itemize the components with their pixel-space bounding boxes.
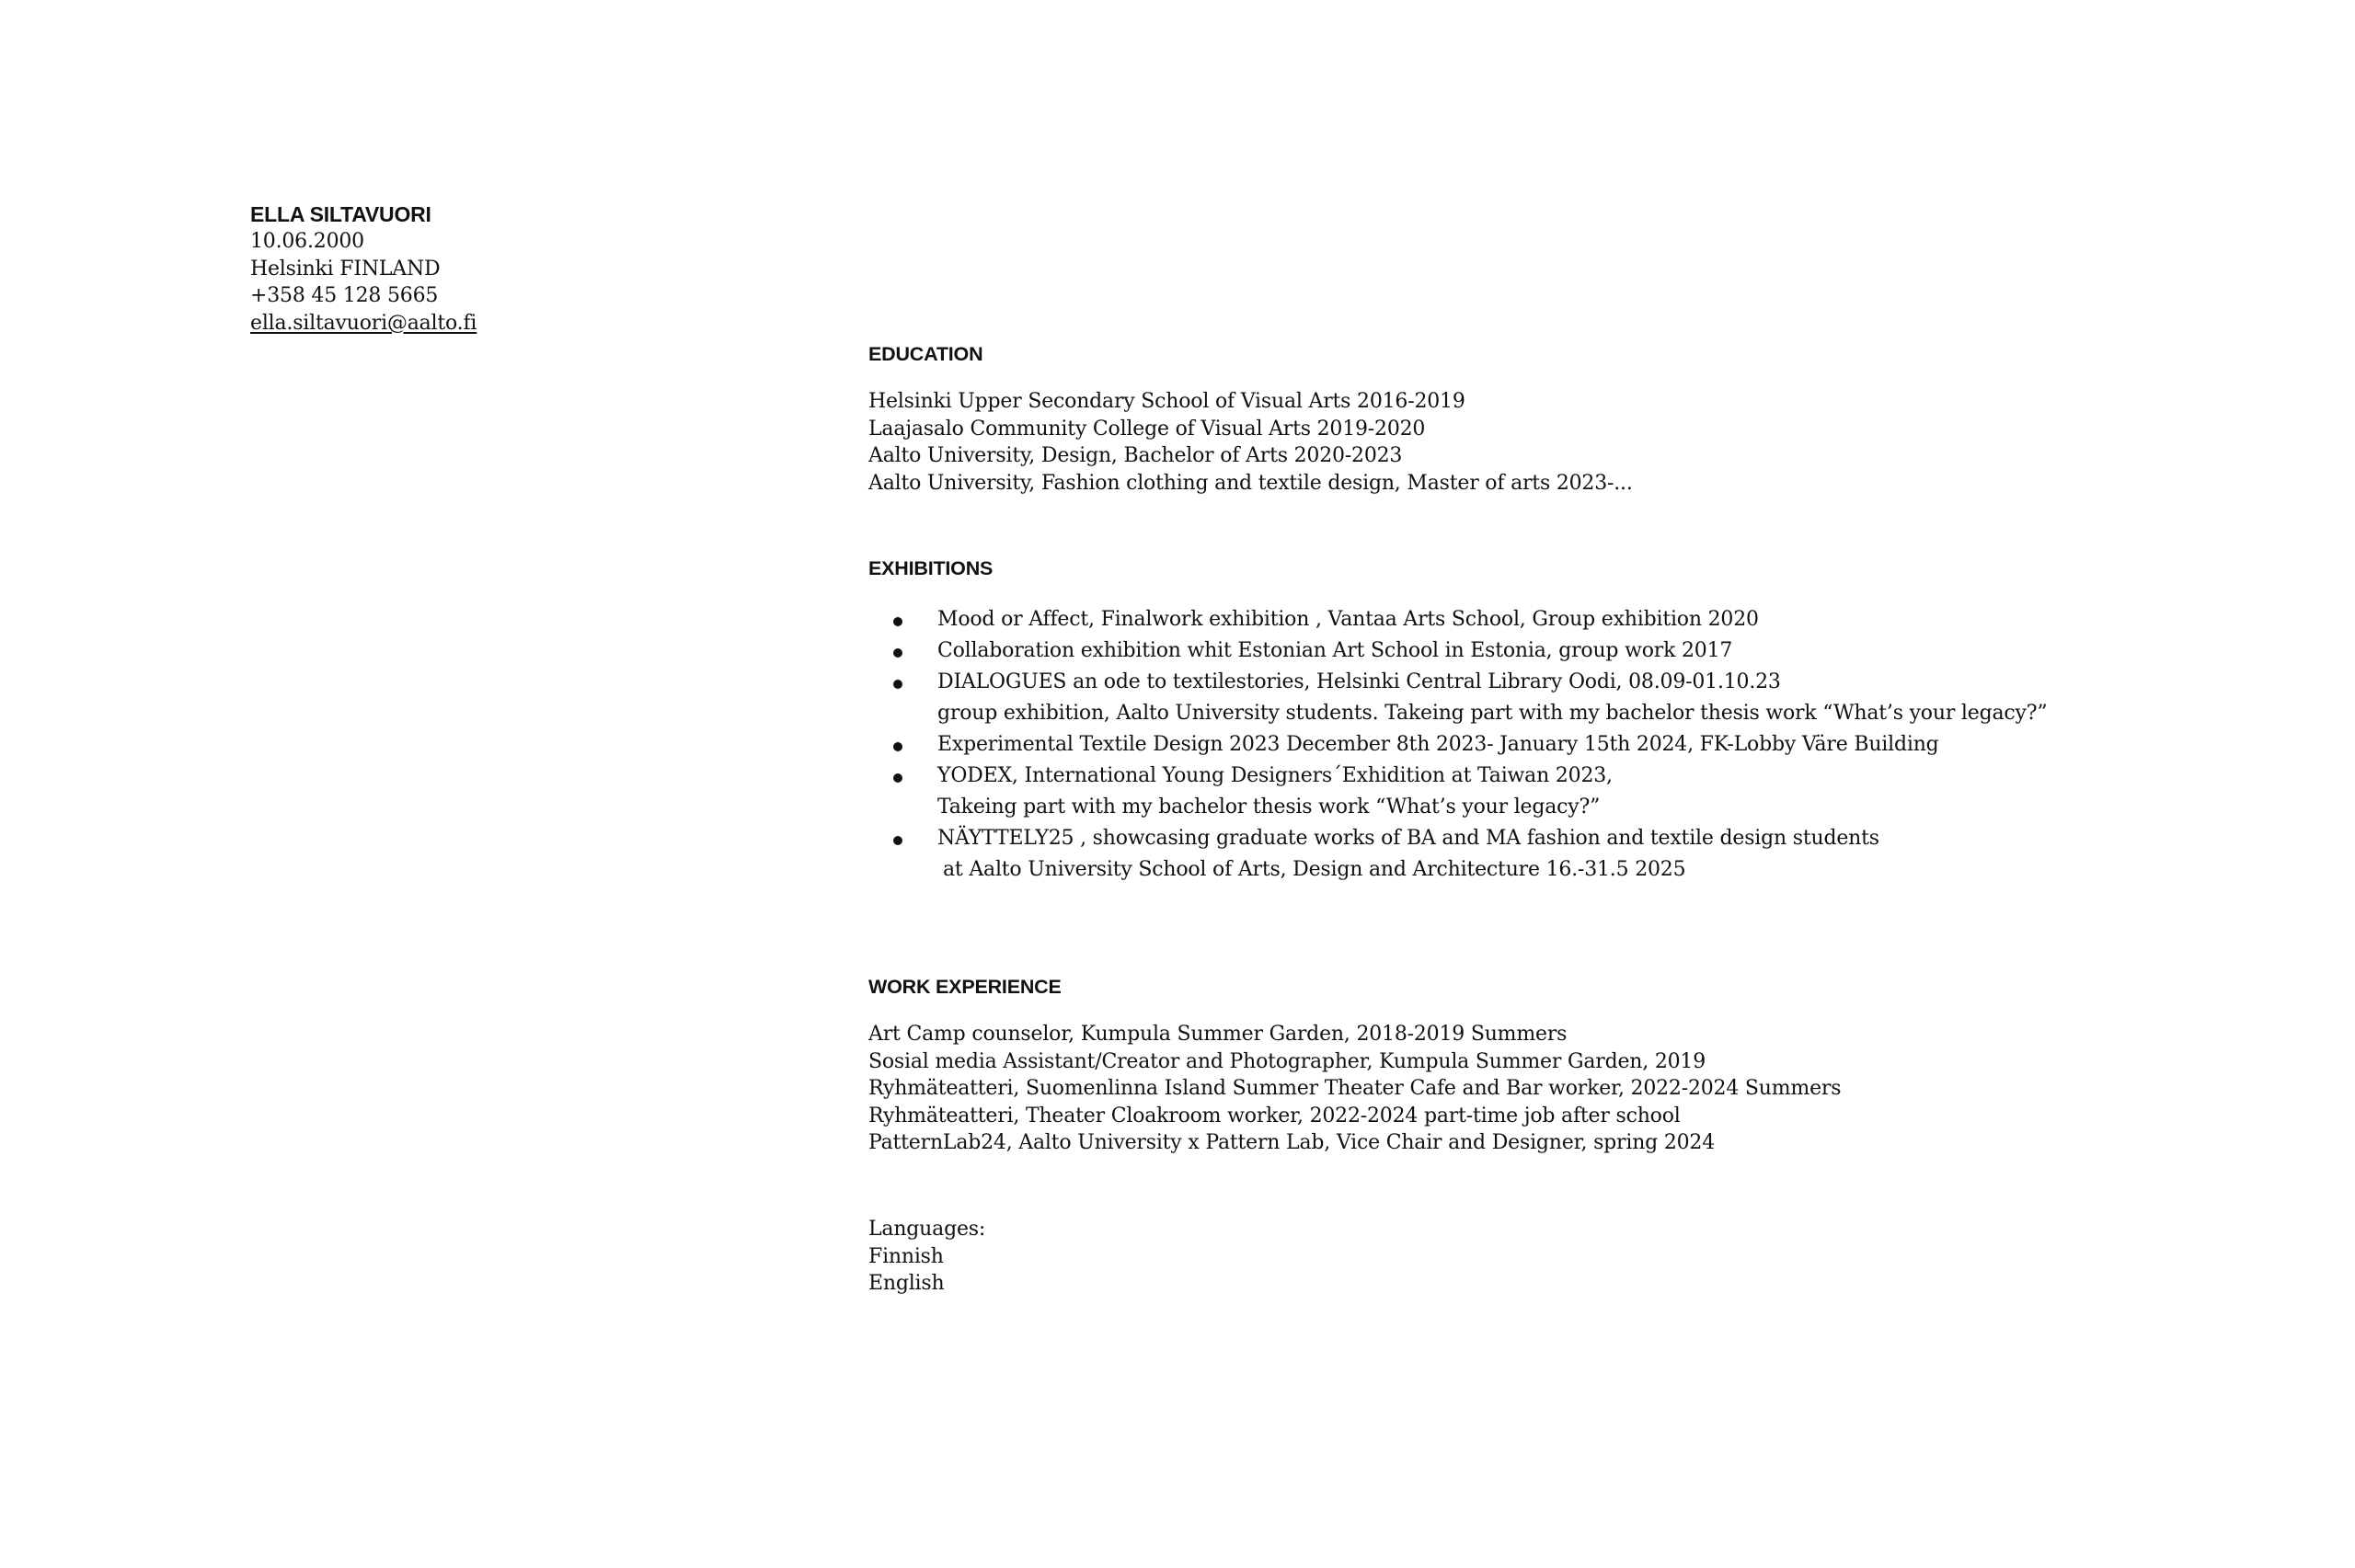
education-item: Aalto University, Fashion clothing and textile design, Master of arts 2023-... xyxy=(868,471,1633,495)
language-item: English xyxy=(868,1272,945,1295)
education-item: Helsinki Upper Secondary School of Visual Arts 2016-2019 xyxy=(868,390,1465,413)
education-item: Laajasalo Community College of Visual Arts 2019-2020 xyxy=(868,417,1426,441)
email-link[interactable]: ella.siltavuori@aalto.fi xyxy=(250,311,477,335)
exhibition-line: Collaboration exhibition whit Estonian Art School in Estonia, group work 2017 xyxy=(937,639,1733,662)
location: Helsinki FINLAND xyxy=(250,257,441,280)
exhibition-item xyxy=(868,729,2047,761)
person-name: ELLA SILTAVUORI xyxy=(250,202,431,226)
exhibition-line: NÄYTTELY25 , showcasing graduate works of BA and MA fashion and textile design students xyxy=(937,827,1879,850)
education-list xyxy=(868,388,1633,497)
exhibition-line: at Aalto University School of Arts, Design and Architecture 16.-31.5 2025 xyxy=(943,858,1686,881)
contact-block xyxy=(250,200,477,337)
exhibition-line: DIALOGUES an ode to textilestories, Helsinki Central Library Oodi, 08.09-01.10.23 xyxy=(937,670,1781,693)
work-item: Ryhmäteatteri, Theater Cloakroom worker, 2022-2024 part-time job after school xyxy=(868,1104,1681,1127)
bullet-icon xyxy=(893,648,902,658)
work-experience-section xyxy=(868,975,1841,1157)
exhibitions-list xyxy=(868,604,2047,886)
work-item: Ryhmäteatteri, Suomenlinna Island Summer Theater Cafe and Bar worker, 2022-2024 Summers xyxy=(868,1077,1842,1100)
bullet-icon xyxy=(893,617,902,626)
exhibition-line: YODEX, International Young Designers´Exhidition at Taiwan 2023, xyxy=(937,764,1613,787)
bullet-icon xyxy=(893,773,902,783)
birthdate: 10.06.2000 xyxy=(250,230,364,253)
work-experience-heading: WORK EXPERIENCE xyxy=(868,976,1062,998)
exhibitions-section xyxy=(868,556,2047,886)
work-item: Art Camp counselor, Kumpula Summer Garden, 2018-2019 Summers xyxy=(868,1023,1568,1046)
exhibitions-heading: EXHIBITIONS xyxy=(868,557,994,579)
bullet-icon xyxy=(893,836,902,845)
work-item: PatternLab24, Aalto University x Pattern Lab, Vice Chair and Designer, spring 2024 xyxy=(868,1131,1716,1154)
language-item: Finnish xyxy=(868,1244,944,1268)
exhibition-line: Takeing part with my bachelor thesis work “What’s your legacy?” xyxy=(937,795,1601,818)
exhibition-item xyxy=(868,604,2047,635)
exhibition-line: Experimental Textile Design 2023 December 8th 2023- January 15th 2024, FK-Lobby Väre Building xyxy=(937,733,1939,756)
bullet-icon xyxy=(893,680,902,689)
bullet-icon xyxy=(893,742,902,751)
work-experience-list xyxy=(868,1021,1841,1157)
exhibition-item xyxy=(868,667,2047,729)
education-item: Aalto University, Design, Bachelor of Arts 2020-2023 xyxy=(868,444,1403,467)
exhibition-item xyxy=(868,635,2047,667)
languages-label: Languages: xyxy=(868,1218,986,1241)
education-section xyxy=(868,342,1633,497)
exhibition-line: Mood or Affect, Finalwork exhibition , Vantaa Arts School, Group exhibition 2020 xyxy=(937,608,1759,631)
exhibition-line: group exhibition, Aalto University students. Takeing part with my bachelor thesis work “What’s your legacy?” xyxy=(937,702,2048,725)
exhibition-item xyxy=(868,761,2047,823)
work-item: Sosial media Assistant/Creator and Photographer, Kumpula Summer Garden, 2019 xyxy=(868,1049,1706,1073)
languages-section xyxy=(868,1216,985,1298)
phone-number: +358 45 128 5665 xyxy=(250,284,439,307)
education-heading: EDUCATION xyxy=(868,343,983,365)
exhibition-item xyxy=(868,823,2047,886)
